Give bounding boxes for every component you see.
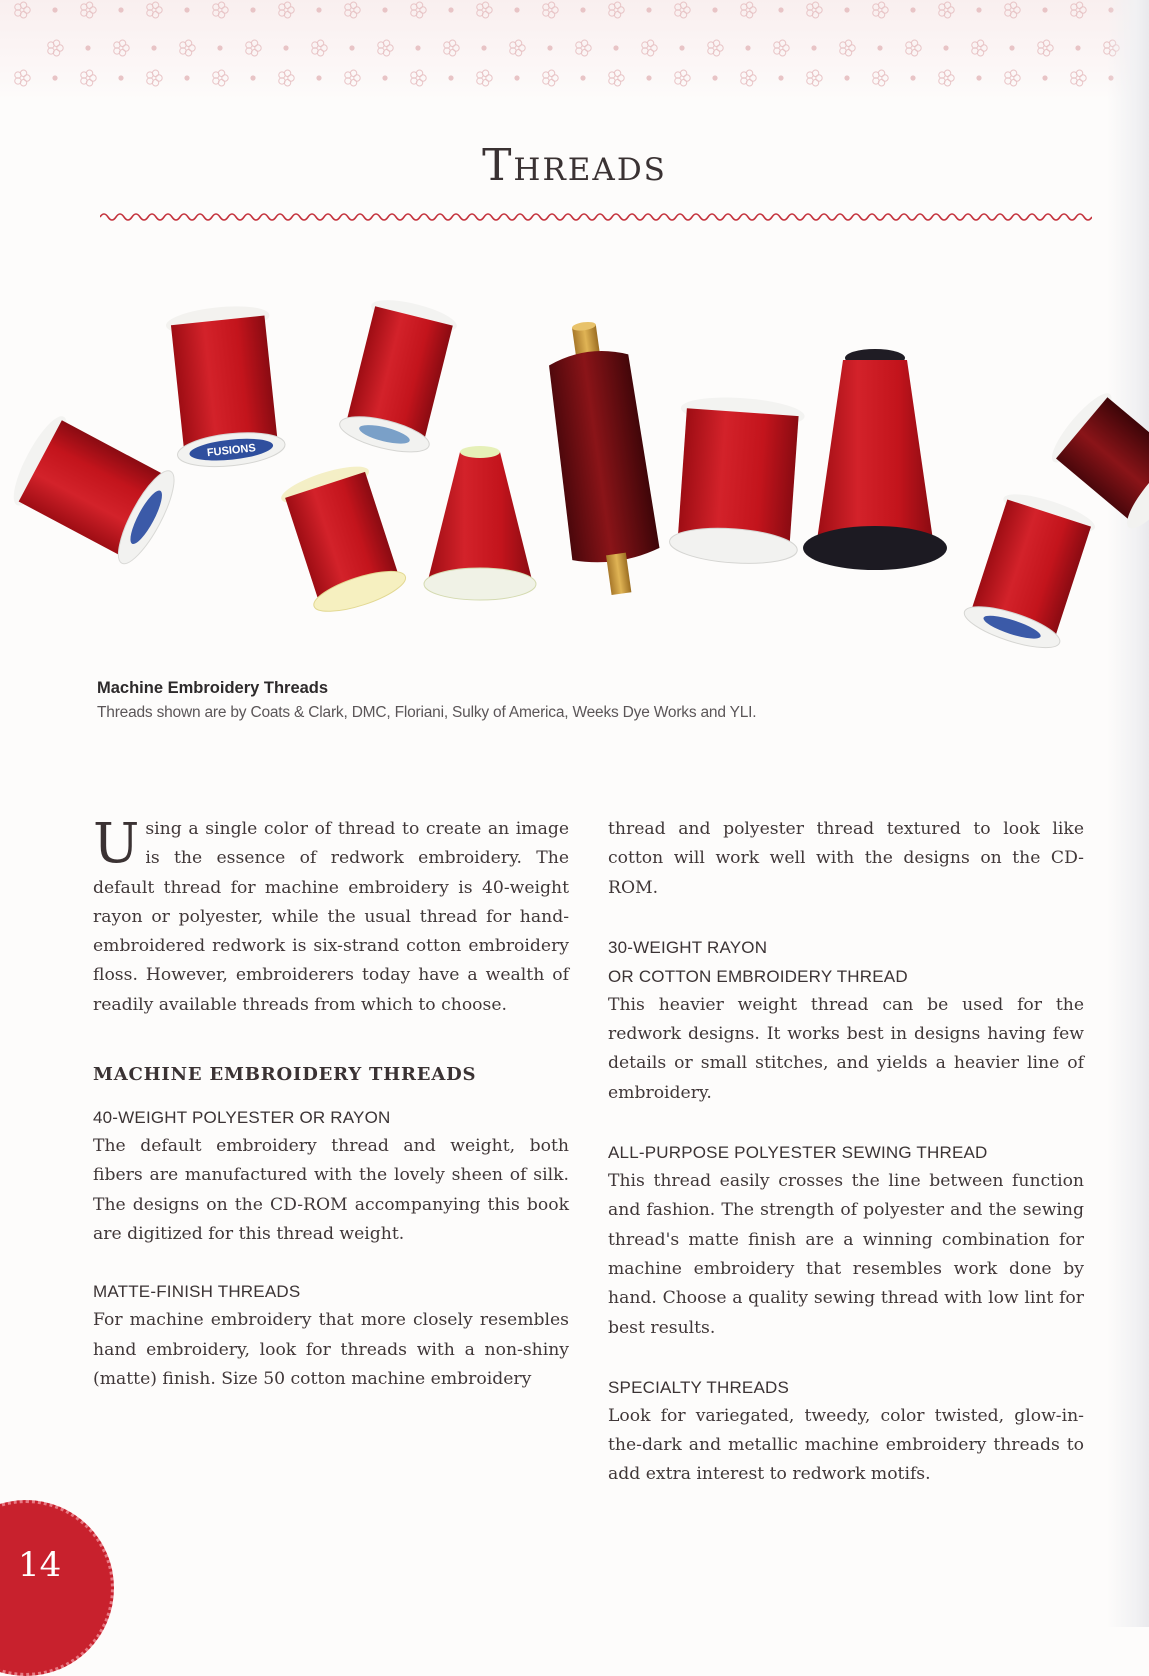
- thread-type-heading: 40-WEIGHT POLYESTER OR RAYON: [93, 1108, 391, 1128]
- flower-motif: [642, 40, 657, 56]
- flower-motif: [411, 2, 426, 18]
- thread-type-block: [608, 1373, 1084, 1490]
- flower-motif: [1005, 2, 1020, 18]
- pattern-dot: [52, 7, 57, 12]
- caption-title: Machine Embroidery Threads: [97, 679, 329, 697]
- pattern-dot: [580, 75, 585, 80]
- flower-motif: [873, 70, 888, 86]
- flower-motif: [807, 70, 822, 86]
- flower-motif: [543, 70, 558, 86]
- flower-motif: [180, 40, 195, 56]
- flower-motif: [15, 70, 30, 86]
- flower-motif: [312, 40, 327, 56]
- continued-text: thread and polyester thread textured to look like cotton will work well with the designs on the CD-ROM.: [608, 819, 1084, 898]
- flower-motif: [840, 40, 855, 56]
- thread-type-block: [608, 1138, 1084, 1343]
- flower-motif: [345, 70, 360, 86]
- flower-motif: [48, 40, 63, 56]
- pattern-dot: [382, 75, 387, 80]
- thread-type-heading: ALL-PURPOSE POLYESTER SEWING THREAD: [608, 1143, 988, 1163]
- flower-motif: [741, 70, 756, 86]
- pattern-dot: [745, 45, 750, 50]
- pattern-dot: [613, 45, 618, 50]
- flower-motif: [609, 2, 624, 18]
- pattern-dot: [184, 7, 189, 12]
- pattern-dot: [316, 7, 321, 12]
- flower-motif: [444, 40, 459, 56]
- flower-motif: [114, 40, 129, 56]
- pattern-dot: [877, 45, 882, 50]
- flower-motif: [246, 40, 261, 56]
- pattern-dot: [1075, 45, 1080, 50]
- thread-type-block: [93, 1103, 569, 1249]
- flower-dot-pattern: [0, 0, 1149, 100]
- intro-paragraph: [93, 811, 569, 1020]
- thread-spool: [3, 408, 183, 570]
- wavy-divider: [100, 211, 1092, 225]
- pattern-dot: [349, 45, 354, 50]
- flower-motif: [972, 40, 987, 56]
- pattern-dot: [976, 75, 981, 80]
- spool-label-text: FUSIONS: [206, 442, 257, 460]
- flower-motif: [873, 2, 888, 18]
- flower-motif: [15, 2, 30, 18]
- flower-motif: [510, 40, 525, 56]
- flower-motif: [609, 70, 624, 86]
- pattern-dot: [712, 75, 717, 80]
- pattern-dot: [85, 45, 90, 50]
- pattern-dot: [316, 75, 321, 80]
- thread-spool: [163, 302, 287, 471]
- pattern-dot: [547, 45, 552, 50]
- pattern-dot: [1009, 45, 1014, 50]
- pattern-dot: [118, 7, 123, 12]
- pattern-dot: [679, 45, 684, 50]
- flower-motif: [1038, 40, 1053, 56]
- thread-type-text: For machine embroidery that more closely resembles hand embroidery, look for threads with a non-shiny (matte) finish. Size 50 cotton machine embroidery: [93, 1310, 569, 1389]
- thread-type-text: This thread easily crosses the line between function and fashion. The strength of polyester and the sewing thread's matte finish are a winning combination for machine embroidery that resembles work done by hand. Choose a quality sewing thread with low lint for best results.: [608, 1171, 1084, 1338]
- thread-type-text: This heavier weight thread can be used for the redwork designs. It works best in designs having few details or small stitches, and yields a heavier line of embroidery.: [608, 994, 1084, 1103]
- flower-motif: [147, 70, 162, 86]
- thread-cone-black-base: [803, 349, 947, 570]
- section-heading: MACHINE EMBROIDERY THREADS: [93, 1064, 477, 1086]
- pattern-dot: [283, 45, 288, 50]
- flower-motif: [213, 70, 228, 86]
- page-title: Threads: [482, 140, 667, 191]
- pattern-dot: [217, 45, 222, 50]
- pattern-dot: [415, 45, 420, 50]
- flower-motif: [81, 2, 96, 18]
- thread-type-block: [93, 1277, 569, 1394]
- pattern-dot: [910, 75, 915, 80]
- pattern-dot: [118, 75, 123, 80]
- thread-spool: [668, 394, 807, 568]
- pattern-dot: [844, 75, 849, 80]
- flower-motif: [477, 70, 492, 86]
- pattern-dot: [580, 7, 585, 12]
- pattern-dot: [250, 7, 255, 12]
- pattern-dot: [943, 45, 948, 50]
- thread-cone: [424, 446, 536, 600]
- thread-type-heading: MATTE-FINISH THREADS: [93, 1282, 301, 1302]
- photo-caption: [97, 679, 997, 722]
- pattern-dot: [184, 75, 189, 80]
- caption-text: Threads shown are by Coats & Clark, DMC, Floriani, Sulky of America, Weeks Dye Works and YLI.: [97, 704, 757, 721]
- flower-motif: [543, 2, 558, 18]
- flower-motif: [741, 2, 756, 18]
- left-column: [93, 811, 569, 1422]
- pattern-dot: [151, 45, 156, 50]
- right-column: [608, 815, 1084, 1520]
- pattern-dot: [481, 45, 486, 50]
- flower-motif: [1005, 70, 1020, 86]
- flower-motif: [906, 40, 921, 56]
- flower-motif: [477, 2, 492, 18]
- thread-type-heading: 30-WEIGHT RAYON: [608, 937, 768, 957]
- page-number-badge: [0, 1500, 114, 1676]
- thread-spool: [960, 486, 1100, 656]
- continued-text-block: [608, 815, 1084, 903]
- pattern-dot: [976, 7, 981, 12]
- flower-motif: [147, 2, 162, 18]
- flower-motif: [1071, 2, 1086, 18]
- pattern-dot: [910, 7, 915, 12]
- flower-motif: [939, 2, 954, 18]
- pattern-dot: [778, 75, 783, 80]
- flower-motif: [279, 70, 294, 86]
- flower-motif: [675, 2, 690, 18]
- thread-spools-photo: [0, 300, 1149, 670]
- flower-motif: [807, 2, 822, 18]
- pattern-dot: [1042, 7, 1047, 12]
- thread-type-heading-line2: OR COTTON EMBROIDERY THREAD: [608, 966, 908, 986]
- floral-dot-pattern-band: [0, 0, 1149, 100]
- flower-motif: [279, 2, 294, 18]
- flower-motif: [675, 70, 690, 86]
- thread-spool: [336, 300, 461, 459]
- flower-motif: [378, 40, 393, 56]
- flower-motif: [576, 40, 591, 56]
- pattern-dot: [1042, 75, 1047, 80]
- intro-text: sing a single color of thread to create an image is the essence of redwork embroidery. The default thread for machine embroidery is 40-weight rayon or polyester, while the usual thread for hand-embroidered redwork is six-strand cotton embroidery floss. However, embroiderers today have a wealth of readily available threads from which to choose.: [93, 819, 569, 1015]
- flower-motif: [213, 2, 228, 18]
- page-edge-shadow: [1107, 0, 1149, 1627]
- pattern-dot: [448, 7, 453, 12]
- pattern-dot: [514, 75, 519, 80]
- pattern-dot: [811, 45, 816, 50]
- flower-motif: [345, 2, 360, 18]
- pattern-dot: [382, 7, 387, 12]
- pattern-dot: [250, 75, 255, 80]
- pattern-dot: [52, 75, 57, 80]
- flower-motif: [939, 70, 954, 86]
- thread-spool: [276, 459, 410, 620]
- flower-motif: [411, 70, 426, 86]
- flower-motif: [1071, 70, 1086, 86]
- page-number: 14: [18, 1545, 62, 1585]
- pattern-dot: [646, 75, 651, 80]
- flower-motif: [81, 70, 96, 86]
- thread-type-block: [608, 933, 1084, 1108]
- thread-type-text: Look for variegated, tweedy, color twisted, glow-in-the-dark and metallic machine embroidery threads to add extra interest to redwork motifs.: [608, 1405, 1084, 1485]
- thread-type-text: The default embroidery thread and weight, both fibers are manufactured with the lovely sheen of silk. The designs on the CD-ROM accompanying this book are digitized for this thread weight.: [93, 1136, 569, 1244]
- flower-motif: [774, 40, 789, 56]
- pattern-dot: [514, 7, 519, 12]
- pattern-dot: [712, 7, 717, 12]
- pattern-dot: [646, 7, 651, 12]
- pattern-dot: [448, 75, 453, 80]
- thread-type-heading: SPECIALTY THREADS: [608, 1377, 790, 1397]
- pattern-dot: [778, 7, 783, 12]
- drop-cap: U: [93, 811, 140, 875]
- pattern-dot: [844, 7, 849, 12]
- flower-motif: [708, 40, 723, 56]
- thread-spool-dark: [540, 316, 665, 600]
